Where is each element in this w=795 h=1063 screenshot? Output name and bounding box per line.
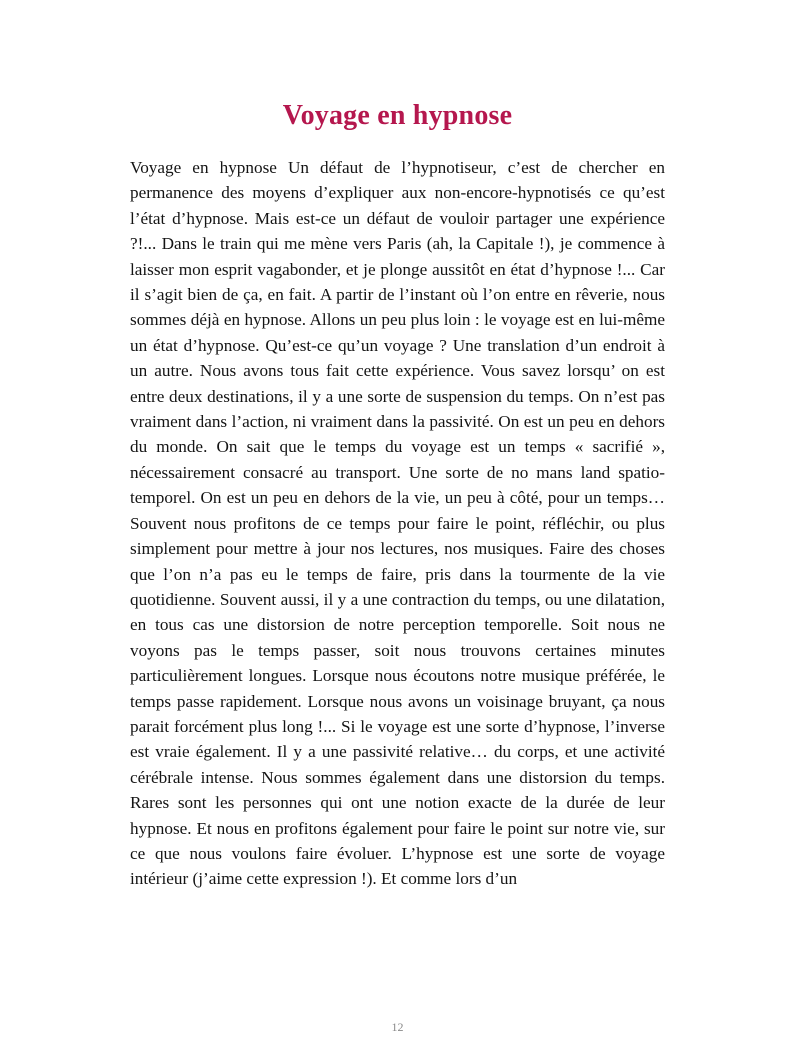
body-paragraph: Voyage en hypnose Un défaut de l’hypnotiseur, c’est de chercher en permanence des moyens d’expliquer aux non-encore-hypnotisés ce qu’est l’état d’hypnose. Mais est-ce un défaut de vouloir partager une expérience ?!... Dans le train qui me mène vers Paris (ah, la Capitale !), je commence à laisser mon esprit vagabonder, et je plonge aussitôt en état d’hypnose !... Car il s’agit bien de ça, en fait. A partir de l’instant où l’on entre en rêverie, nous sommes déjà en hypnose. Allons un peu plus loin : le voyage est en lui-même un état d’hypnose. Qu’est-ce qu’un voyage ? Une translation d’un endroit à un autre. Nous avons tous fait cette expérience. Vous savez lorsqu’ on est entre deux destinations, il y a une sorte de suspension du temps. On n’est pas vraiment dans l’action, ni vraiment dans la passivité. On est un peu en dehors du monde. On sait que le temps du voyage est un temps « sacrifié », nécessairement consacré au transport. Une sorte de no mans land spatio-temporel. On est un peu en dehors de la vie, un peu à côté, pour un temps… Souvent nous profitons de ce temps pour faire le point, réfléchir, ou plus simplement pour mettre à jour nos lectures, nos musiques. Faire des choses que l’on n’a pas eu le temps de faire, pris dans la tourmente de la vie quotidienne. Souvent aussi, il y a une contraction du temps, ou une dilatation, en tous cas une distorsion de notre perception temporelle. Soit nous ne voyons pas le temps passer, soit nous trouvons certaines minutes particulièrement longues. Lorsque nous écoutons notre musique préférée, le temps passe rapidement. Lorsque nous avons un voisinage bruyant, ça nous parait forcément plus long !... Si le voyage est une sorte d’hypnose, l’inverse est vraie également. Il y a une passivité relative… du corps, et une activité cérébrale intense. Nous sommes également dans une distorsion du temps. Rares sont les personnes qui ont une notion exacte de la durée de leur hypnose. Et nous en profitons également pour faire le point sur notre vie, sur ce que nous voulons faire évoluer. L’hypnose est une sorte de voyage intérieur (j’aime cette expression !). Et comme lors d’un bbox=[130, 158, 665, 889]
page-number: 12 bbox=[391, 1020, 404, 1034]
page-title: Voyage en hypnose bbox=[282, 100, 513, 131]
body-text-block bbox=[130, 155, 665, 892]
